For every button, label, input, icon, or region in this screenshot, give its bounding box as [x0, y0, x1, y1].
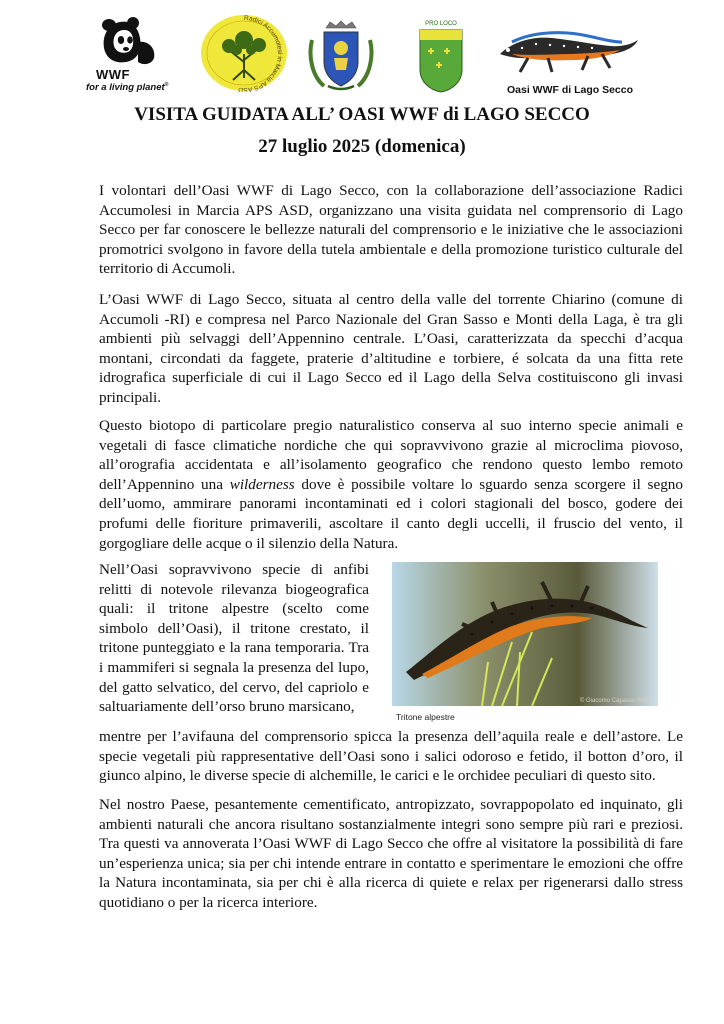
newt-icon	[492, 14, 642, 82]
wwf-tagline: for a living planet®	[86, 82, 169, 94]
newt-photo	[392, 562, 658, 706]
wilderness-emphasis: wilderness	[229, 475, 295, 493]
oasi-lago-secco-logo	[492, 14, 642, 94]
accumoli-coat-of-arms	[306, 20, 376, 92]
paragraph-fauna: Nell’Oasi sopravvivono specie di anfibi relitti di notevole rilevanza biogeografica quali: il tritone alpestre (scelto come simbolo dell’Oasi), il tritone crestato, il tritone punteggiato e la rana temporaria. Tra i mammiferi si segnala la presenza del lupo, del gatto selvatico, del cervo, del capriolo e saltuariamente dell’orso bruno marsicano,	[99, 561, 369, 716]
oasi-logo-caption: Oasi WWF di Lago Secco	[506, 84, 633, 96]
wwf-word: WWF	[96, 67, 130, 82]
photo-credit: © Giacomo Capasso WWF	[579, 698, 652, 704]
paragraph-conclusion: Nel nostro Paese, pesantemente cementificato, antropizzato, sovrappopolato ed inquinato, gli ambienti naturali che ancora risultano sostanzialmente integri sono sempre più rari e preziosi. Tra questi va annoverata l’Oasi WWF di Lago Secco che offre al visitatore la possibilità di fare un’esperienza unica; sia per chi intende entrare in contatto e sperimentare le emozioni che offre la Natura incontaminata, sia per chi è alla ricerca di quiete e relax per rigenerarsi dallo stress quotidiano o per la ricerca interiore.	[99, 796, 683, 911]
radici-ring-text: Radici Accumolesi in Marcia APS ASD	[237, 14, 283, 92]
panda-icon	[86, 12, 182, 70]
event-date: 27 luglio 2025 (domenica)	[258, 136, 466, 157]
wwf-logo	[86, 12, 182, 94]
paragraph-intro: I volontari dell’Oasi WWF di Lago Secco, con la collaborazione dell’associazione Radici Accumolesi in Marcia APS ASD, organizzano una visita guidata nel comprensorio di Lago Secco per far conoscere le bellezze naturali del comprensorio e le iniziative che le associazioni promotrici svolgono in favore della tutela ambientale e della promozione turistico culturale del territorio di Accumoli.	[99, 182, 683, 278]
paragraph-biotope: Questo biotopo di particolare pregio naturalistico conserva al suo interno specie animali e vegetali di fasce climatiche nordiche che qui sopravvivono grazie al microclima piovoso, all’orografia accidentata e all’isolamento geografico che rendono questo lembo remoto dell’Appennino una wilderness dove è possibile voltare lo sguardo senza scorgere il segno dell’uomo, ammirare panorami incontaminati ed i colori stagionali del bosco, godere dei profumi delle fioriture primaverili, ascoltare il canto degli uccelli, il fruscio del vento, il gorgogliare delle acque o il silenzio della Natura.	[99, 417, 683, 552]
photo-caption: Tritone alpestre	[396, 712, 455, 722]
page-title: VISITA GUIDATA ALL’ OASI WWF di LAGO SECCO	[134, 104, 590, 125]
paragraph-avifauna-flora: mentre per l’avifauna del comprensorio spicca la presenza dell’aquila reale e dell’astore. Le specie vegetali più rappresentative dell’Oasi sono i salici odoroso e fetido, il botton d’oro, il giunco alpino, le diverse specie di alchemille, le carici e le orchidee peculiari di questo sito.	[99, 728, 683, 785]
pro-loco-text: PRO LOCO	[425, 21, 457, 27]
radici-accumolesi-logo	[199, 14, 289, 92]
paragraph-oasi-description: L’Oasi WWF di Lago Secco, situata al centro della valle del torrente Chiarino (comune di Accumoli -RI) e compresa nel Parco Nazionale del Gran Sasso e Monti della Laga, è tra gli ambienti più selvaggi dell’Appennino centrale. L’Oasi, caratterizzata da specchi d’acqua montani, circondati da faggete, praterie d’altitudine e torbiere, é solcata da una fitta rete idrografica superficiale di cui il Lago Secco ed il Lago della Selva costituiscono gli invasi principali.	[99, 291, 683, 406]
pro-loco-logo	[414, 20, 468, 94]
logo-bar	[0, 8, 724, 96]
